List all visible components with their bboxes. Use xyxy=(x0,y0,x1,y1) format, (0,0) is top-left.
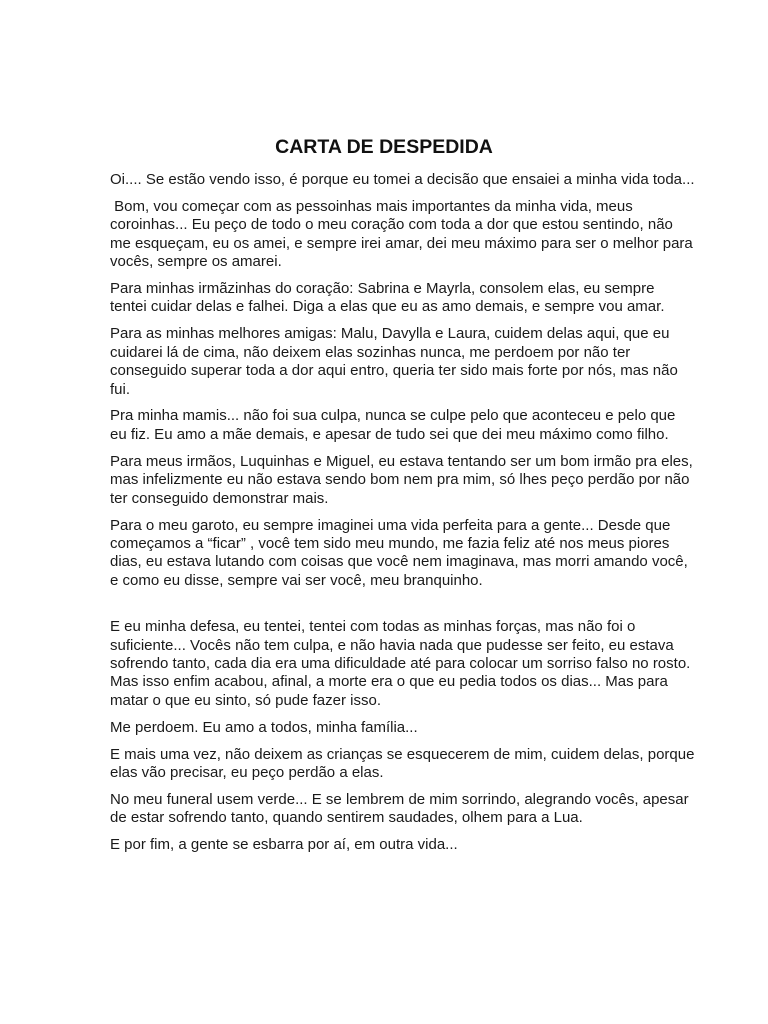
paragraph-7: Para o meu garoto, eu sempre imaginei uma vida perfeita para a gente... Desde que começamos a “ficar” , você tem sido meu mundo, me fazia feliz até nos meus piores dias, eu estava lutando com coisas que você nem imaginava, mas morri amando você, e como eu disse, sempre vai ser você, meu branquinho. xyxy=(110,516,692,589)
paragraph-10: E mais uma vez, não deixem as crianças se esquecerem de mim, cuidem delas, porque elas vão precisar, eu peço perdão a elas. xyxy=(110,745,699,781)
paragraph-9: Me perdoem. Eu amo a todos, minha família... xyxy=(110,718,418,736)
document-title: CARTA DE DESPEDIDA xyxy=(275,136,493,158)
paragraph-12: E por fim, a gente se esbarra por aí, em outra vida... xyxy=(110,836,458,854)
paragraph-6: Para meus irmãos, Luquinhas e Miguel, eu estava tentando ser um bom irmão pra eles, mas infelizmente eu não estava sendo bom nem pra mim, só lhes peço perdão por não ter conseguido demonstrar mais. xyxy=(110,452,697,507)
paragraph-2: Bom, vou começar com as pessoinhas mais importantes da minha vida, meus coroinhas... Eu peço de todo o meu coração com toda a dor que estou sentindo, não me esqueçam, eu os amei, e sempre irei amar, dei meu máximo para ser o melhor para vocês, sempre os amarei. xyxy=(110,197,697,271)
paragraph-8: E eu minha defesa, eu tentei, tentei com todas as minhas forças, mas não foi o suficiente... Vocês não tem culpa, e não havia nada que pudesse ser feito, eu estava sofrendo tanto, cada dia era uma dificuldade até para colocar um sorriso falso no rosto. Mas isso enfim acabou, afinal, a morte era o que eu pedia todos os dias... Mas para matar o que eu sinto, só pude fazer isso. xyxy=(110,618,695,709)
paragraph-3: Para minhas irmãzinhas do coração: Sabrina e Mayrla, consolem elas, eu sempre tentei cuidar delas e falhei. Diga a elas que eu as amo demais, e sempre vou amar. xyxy=(110,280,665,316)
paragraph-4: Para as minhas melhores amigas: Malu, Davylla e Laura, cuidem delas aqui, que eu cuidarei lá de cima, não deixem elas sozinhas nunca, me perdoem por não ter conseguido superar toda a dor aqui entro, queria ter sido mais forte por nós, mas não fui. xyxy=(110,325,683,398)
paragraph-5: Pra minha mamis... não foi sua culpa, nunca se culpe pelo que aconteceu e pelo que eu fiz. Eu amo a mãe demais, e apesar de tudo sei que dei meu máximo como filho. xyxy=(110,407,680,443)
paragraph-1: Oi.... Se estão vendo isso, é porque eu tomei a decisão que ensaiei a minha vida toda... xyxy=(110,171,695,188)
paragraph-11: No meu funeral usem verde... E se lembrem de mim sorrindo, alegrando vocês, apesar de estar sofrendo tanto, quando sentirem saudades, olhem para a Lua. xyxy=(110,790,693,827)
document-body xyxy=(110,171,699,863)
